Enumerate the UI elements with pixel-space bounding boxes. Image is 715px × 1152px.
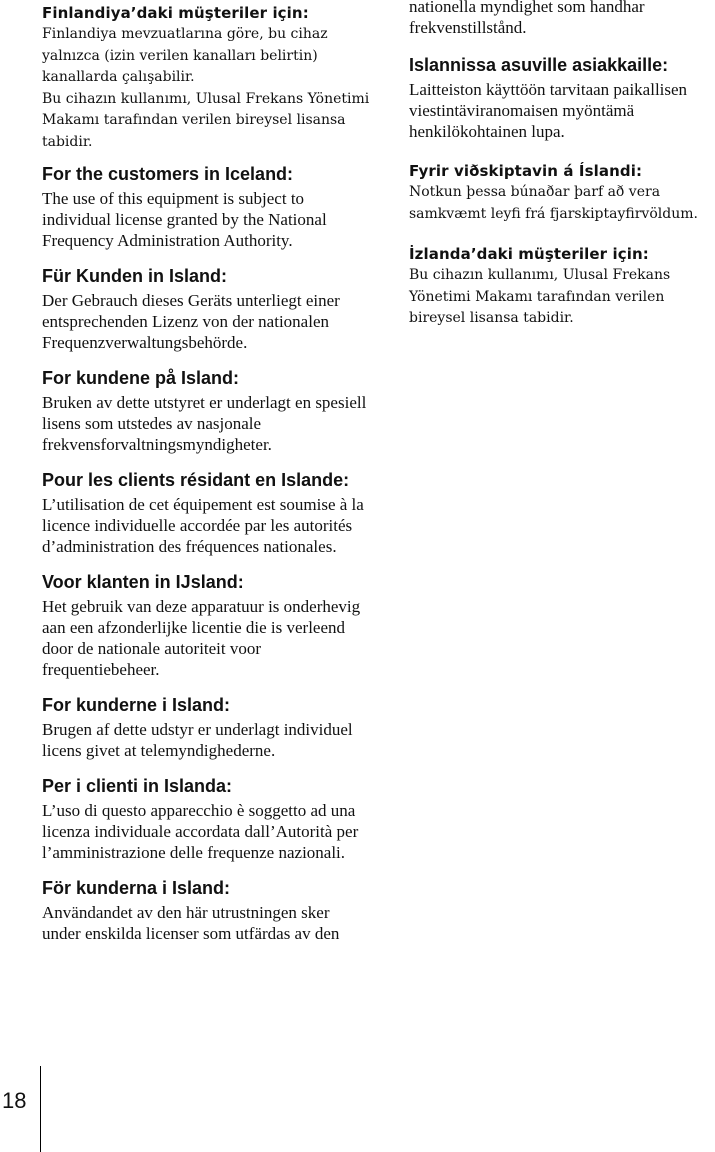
section-text: Laitteiston käyttöön tarvitaan paikallisen viestintäviranomaisen myöntämä henkilökohtainen lupa. [409,80,688,141]
section-heading: Pour les clients résidant en Islande: [42,470,350,490]
section-heading: Finlandiya’daki müşteriler için: [42,4,309,22]
section-english [42,163,370,251]
section-dutch [42,571,370,680]
section-heading: Per i clienti in Islanda: [42,776,233,796]
section-text: Användandet av den här utrustningen sker under enskilda licenser som utfärdas av den [42,903,340,943]
page-number: 18 [2,1088,27,1113]
section-text: Bruken av dette utstyret er underlagt en spesiell lisens som utstedes av nasjonale frekvensforvaltningsmyndigheter. [42,393,367,454]
section-heading: Voor klanten in IJsland: [42,572,244,592]
section-text: Bu cihazın kullanımı, Ulusal Frekans Yönetimi Makamı tarafından verilen bireysel lisansa tabidir. [409,267,671,326]
section-text: Brugen af dette udstyr er underlagt individuel licens givet at telemyndighederne. [42,720,353,760]
section-swedish [42,877,370,944]
left-column [42,2,370,958]
section-turkish-iceland [409,243,715,330]
section-heading: Islannissa asuville asiakkaille: [409,55,669,75]
section-text: L’utilisation de cet équipement est soumise à la licence individuelle accordée par les autorités d’administration des fréquences nationales. [42,495,364,556]
footer-divider [40,1066,41,1152]
section-italian [42,775,370,863]
section-heading: For kunderne i Island: [42,695,231,715]
section-icelandic [409,160,715,225]
section-text: nationella myndighet som handhar frekvenstillstånd. [409,0,645,37]
section-danish [42,694,370,761]
right-column [409,0,715,344]
section-turkish-finland [42,2,370,153]
section-heading: For kundene på Island: [42,368,240,388]
section-finnish [409,54,715,142]
section-text: Der Gebrauch dieses Geräts unterliegt einer entsprechenden Lizenz von der nationalen Frequenzverwaltungsbehörde. [42,291,340,352]
section-heading: Fyrir viðskiptavin á Íslandi: [409,162,643,180]
section-text: Bu cihazın kullanımı, Ulusal Frekans Yönetimi Makamı tarafından verilen bireysel lisansa tabidir. [42,90,370,150]
section-german [42,265,370,353]
section-text: The use of this equipment is subject to individual license granted by the National Frequency Administration Authority. [42,189,327,250]
section-text: Het gebruik van deze apparatuur is onderhevig aan een afzonderlijke licentie die is verleend door de nationale autoriteit voor frequentiebeheer. [42,597,361,679]
section-heading: För kunderna i Island: [42,878,231,898]
section-text: L’uso di questo apparecchio è soggetto ad una licenza individuale accordata dall’Autorità per l’amministrazione delle frequenze nazionali. [42,801,359,862]
section-heading: İzlanda’daki müşteriler için: [409,245,649,263]
section-norwegian [42,367,370,455]
section-text: Notkun þessa búnaðar þarf að vera samkvæmt leyfi frá fjarskiptayfirvöldum. [409,184,698,222]
section-swedish-continued [409,0,715,38]
section-heading: Für Kunden in Island: [42,266,227,286]
section-french [42,469,370,557]
section-text: Finlandiya mevzuatlarına göre, bu cihaz yalnızca (izin verilen kanalları belirtin) kanallarda çalışabilir. [42,26,328,85]
section-heading: For the customers in Iceland: [42,164,294,184]
